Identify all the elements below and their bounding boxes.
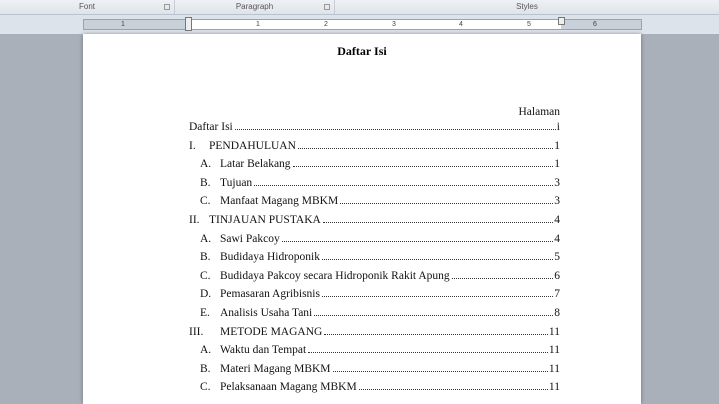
dot-leader (359, 389, 548, 390)
toc-entry[interactable] (189, 344, 560, 363)
ribbon-group-paragraph (175, 0, 335, 14)
toc-entry-number: III. (189, 325, 204, 338)
left-indent-marker[interactable] (185, 17, 192, 31)
toc-entry-page: 4 (554, 232, 560, 245)
toc-entry-page: 1 (554, 139, 560, 152)
right-margin (561, 20, 641, 29)
toc-entry[interactable] (189, 195, 560, 214)
toc-entry-page: 4 (554, 213, 560, 226)
toc-entry-text: Daftar Isi (189, 121, 233, 133)
toc-entry-page: 8 (554, 306, 560, 319)
toc-entry-number: A. (200, 344, 212, 357)
toc-entry-text: Sawi Pakcoy (220, 232, 280, 245)
ruler-label: 2 (324, 21, 328, 28)
toc-entry-text: METODE MAGANG (220, 325, 323, 338)
toc-entry-text: TINJAUAN PUSTAKA (209, 213, 321, 226)
toc-entry[interactable] (189, 270, 560, 289)
dot-leader (235, 129, 556, 130)
toc-entry-page: 11 (548, 381, 560, 394)
ruler-bar (0, 15, 719, 34)
toc-entry-text: Pelaksanaan Magang MBKM (220, 381, 357, 394)
group-label: Styles (516, 2, 538, 11)
toc-entry[interactable] (189, 288, 560, 307)
toc-entry-number: B. (200, 176, 211, 189)
toc-entry-page: 7 (554, 288, 560, 301)
right-indent-marker[interactable] (558, 17, 565, 25)
toc-entry[interactable] (189, 158, 560, 177)
ribbon-group-font (0, 0, 175, 14)
toc-entry-text: Materi Magang MBKM (220, 362, 331, 375)
toc-entry-number: D. (200, 288, 212, 301)
toc-entry[interactable] (189, 121, 560, 140)
paragraph-dialog-launcher-icon[interactable] (324, 4, 330, 10)
toc-entry-number: I. (189, 139, 196, 152)
toc-entry-text: PENDAHULUAN (209, 139, 296, 152)
ruler-label: 3 (392, 21, 396, 28)
dot-leader (323, 222, 553, 223)
ruler-label: 5 (527, 21, 531, 28)
toc-entry-page: 6 (554, 269, 560, 282)
toc-entry[interactable] (189, 140, 560, 159)
dot-leader (298, 148, 553, 149)
ribbon-group-labels (0, 0, 719, 15)
dot-leader (293, 166, 554, 167)
toc-entry-number: C. (200, 269, 211, 282)
font-dialog-launcher-icon[interactable] (164, 4, 170, 10)
toc-entry[interactable] (189, 177, 560, 196)
ribbon-group-styles (335, 0, 719, 14)
dot-leader (282, 241, 554, 242)
dot-leader (324, 334, 548, 335)
ruler-label: 1 (256, 21, 260, 28)
dot-leader (322, 296, 553, 297)
toc-entry-number: E. (200, 306, 210, 319)
group-label: Paragraph (235, 2, 274, 11)
toc-entry[interactable] (189, 363, 560, 382)
dot-leader (314, 315, 553, 316)
toc-entry-text: Pemasaran Agribisnis (220, 288, 320, 301)
toc-entry-number: A. (200, 158, 212, 171)
toc-entry-page: i (556, 121, 560, 133)
toc-entry-text: Waktu dan Tempat (220, 344, 307, 357)
toc-entry-number: II. (189, 213, 200, 226)
toc-entry-page: 11 (548, 325, 560, 338)
toc-entry-text: Budidaya Pakcoy secara Hidroponik Rakit Apung (220, 269, 450, 282)
table-of-contents (189, 106, 560, 400)
left-margin (84, 20, 188, 29)
document-title: Daftar Isi (337, 44, 387, 58)
toc-entry-text: Tujuan (220, 176, 253, 189)
toc-entry[interactable] (189, 214, 560, 233)
group-label: Font (78, 2, 95, 11)
toc-entry-text: Latar Belakang (220, 158, 291, 171)
toc-entry-number: C. (200, 195, 211, 208)
ruler-label: 6 (593, 21, 597, 28)
dot-leader (333, 371, 548, 372)
dot-leader (340, 203, 553, 204)
toc-entry[interactable] (189, 251, 560, 270)
page-column-header: Halaman (518, 106, 560, 118)
dot-leader (452, 278, 554, 279)
toc-entry-number: B. (200, 251, 211, 264)
toc-entry[interactable] (189, 326, 560, 345)
toc-entry-text: Analisis Usaha Tani (220, 306, 313, 319)
toc-entry-page: 3 (554, 176, 560, 189)
horizontal-ruler[interactable] (83, 19, 642, 30)
document-page[interactable] (83, 34, 641, 404)
toc-entry-number: C. (200, 381, 211, 394)
toc-entry-number: B. (200, 362, 211, 375)
toc-entry-page: 11 (548, 362, 560, 375)
toc-entry-number: A. (200, 232, 212, 245)
toc-entry-text: Budidaya Hidroponik (220, 251, 320, 264)
toc-entry-page: 1 (554, 158, 560, 171)
ruler-label: 1 (121, 21, 125, 28)
toc-entry-text: Manfaat Magang MBKM (220, 195, 339, 208)
toc-entry-page: 11 (548, 344, 560, 357)
toc-entry[interactable] (189, 233, 560, 252)
toc-entry[interactable] (189, 307, 560, 326)
dot-leader (254, 185, 553, 186)
toc-entry-page: 5 (554, 251, 560, 264)
ruler-label: 4 (459, 21, 463, 28)
toc-entry[interactable] (189, 381, 560, 400)
toc-entry-page: 3 (554, 195, 560, 208)
dot-leader (322, 259, 553, 260)
dot-leader (308, 352, 548, 353)
